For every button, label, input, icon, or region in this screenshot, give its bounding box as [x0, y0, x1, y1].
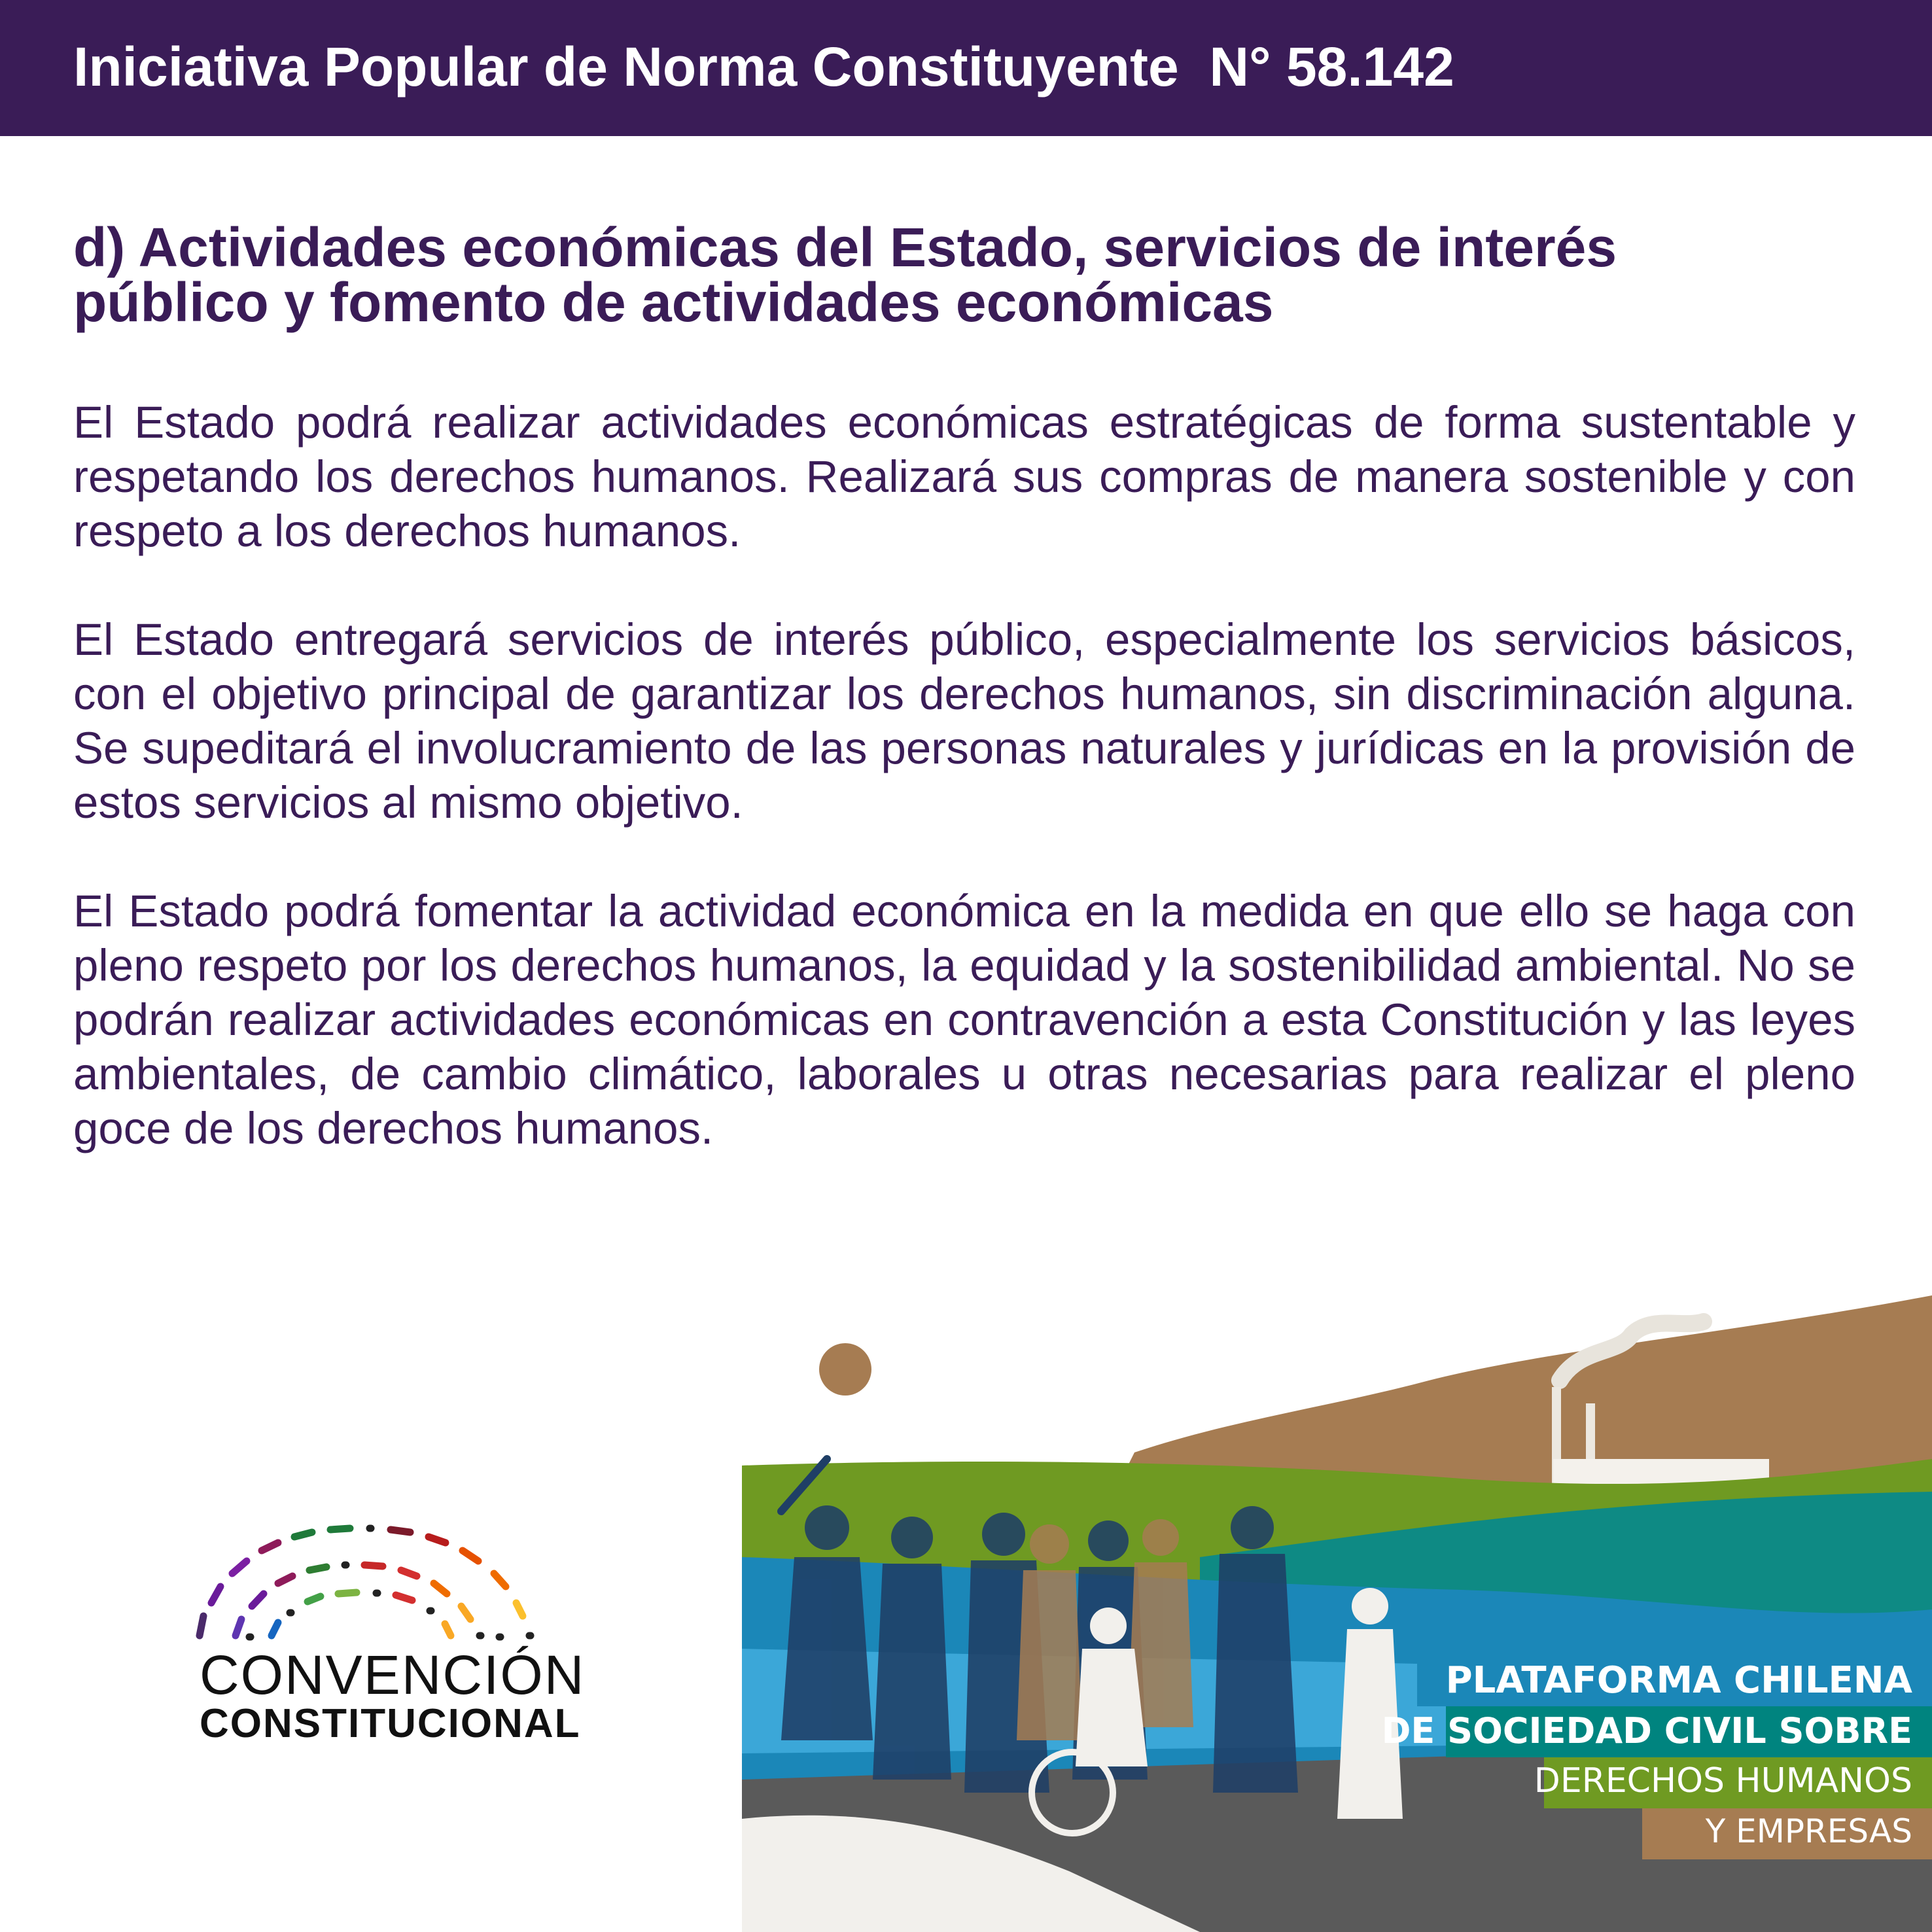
- header-bar: [0, 0, 1932, 136]
- person-silhouette-5: [1213, 1554, 1298, 1793]
- platform-text-1: PLATAFORMA CHILENA: [1445, 1659, 1912, 1702]
- dotted-arc-icon: [186, 1485, 592, 1642]
- convencion-constitucional-logo: [186, 1485, 592, 1747]
- platform-label-line-1: [1417, 1655, 1932, 1706]
- platform-text-3: DERECHOS HUMANOS: [1534, 1761, 1912, 1800]
- section-heading: [73, 217, 1866, 333]
- person-silhouette-brown: [1017, 1570, 1082, 1740]
- person-silhouette-2: [873, 1564, 951, 1780]
- page-title: Iniciativa Popular de Norma Constituyente N° 58.142: [73, 36, 1454, 97]
- paragraph-2: El Estado entregará servicios de interés público, especialmente los servicios básicos, con el objetivo principal de garantizar los derechos humanos, sin discriminación alguna. Se supeditará el involucramiento de las personas naturales y jurídicas en la provisión de estos servicios al mismo objetivo.: [73, 614, 1855, 828]
- person-silhouette-1: [781, 1557, 873, 1740]
- logo-text-constitucional: CONSTITUCIONAL: [200, 1701, 581, 1746]
- platform-text-2: DE SOCIEDAD CIVIL SOBRE: [1381, 1710, 1912, 1751]
- paragraph-3: El Estado podrá fomentar la actividad económica en la medida en que ello se haga con pleno respeto por los derechos humanos, la equidad y la sostenibilidad ambiental. No se podrán realizar actividades económicas en contravención a esta Constitución y las leyes ambientales, de cambio climático, laborales u otras necesarias para realizar el pleno goce de los derechos humanos.: [73, 886, 1855, 1153]
- section-heading-line-2: público y fomento de actividades económicas: [73, 272, 1274, 333]
- section-heading-line-1: d) Actividades económicas del Estado, servicios de interés: [73, 217, 1617, 278]
- platform-label-line-4: [1642, 1808, 1932, 1859]
- logo-text-convencion: CONVENCIÓN: [200, 1644, 586, 1706]
- paragraph-1: El Estado podrá realizar actividades económicas estratégicas de forma sustentable y respetando los derechos humanos. Realizará sus compras de manera sostenible y con respeto a los derechos humanos.: [73, 397, 1855, 556]
- platform-label-line-2: [1381, 1706, 1932, 1757]
- sun-shape: [819, 1343, 871, 1396]
- platform-label-line-3: [1534, 1757, 1932, 1808]
- body-text: [73, 395, 1855, 1210]
- platform-text-4: Y EMPRESAS: [1705, 1812, 1912, 1850]
